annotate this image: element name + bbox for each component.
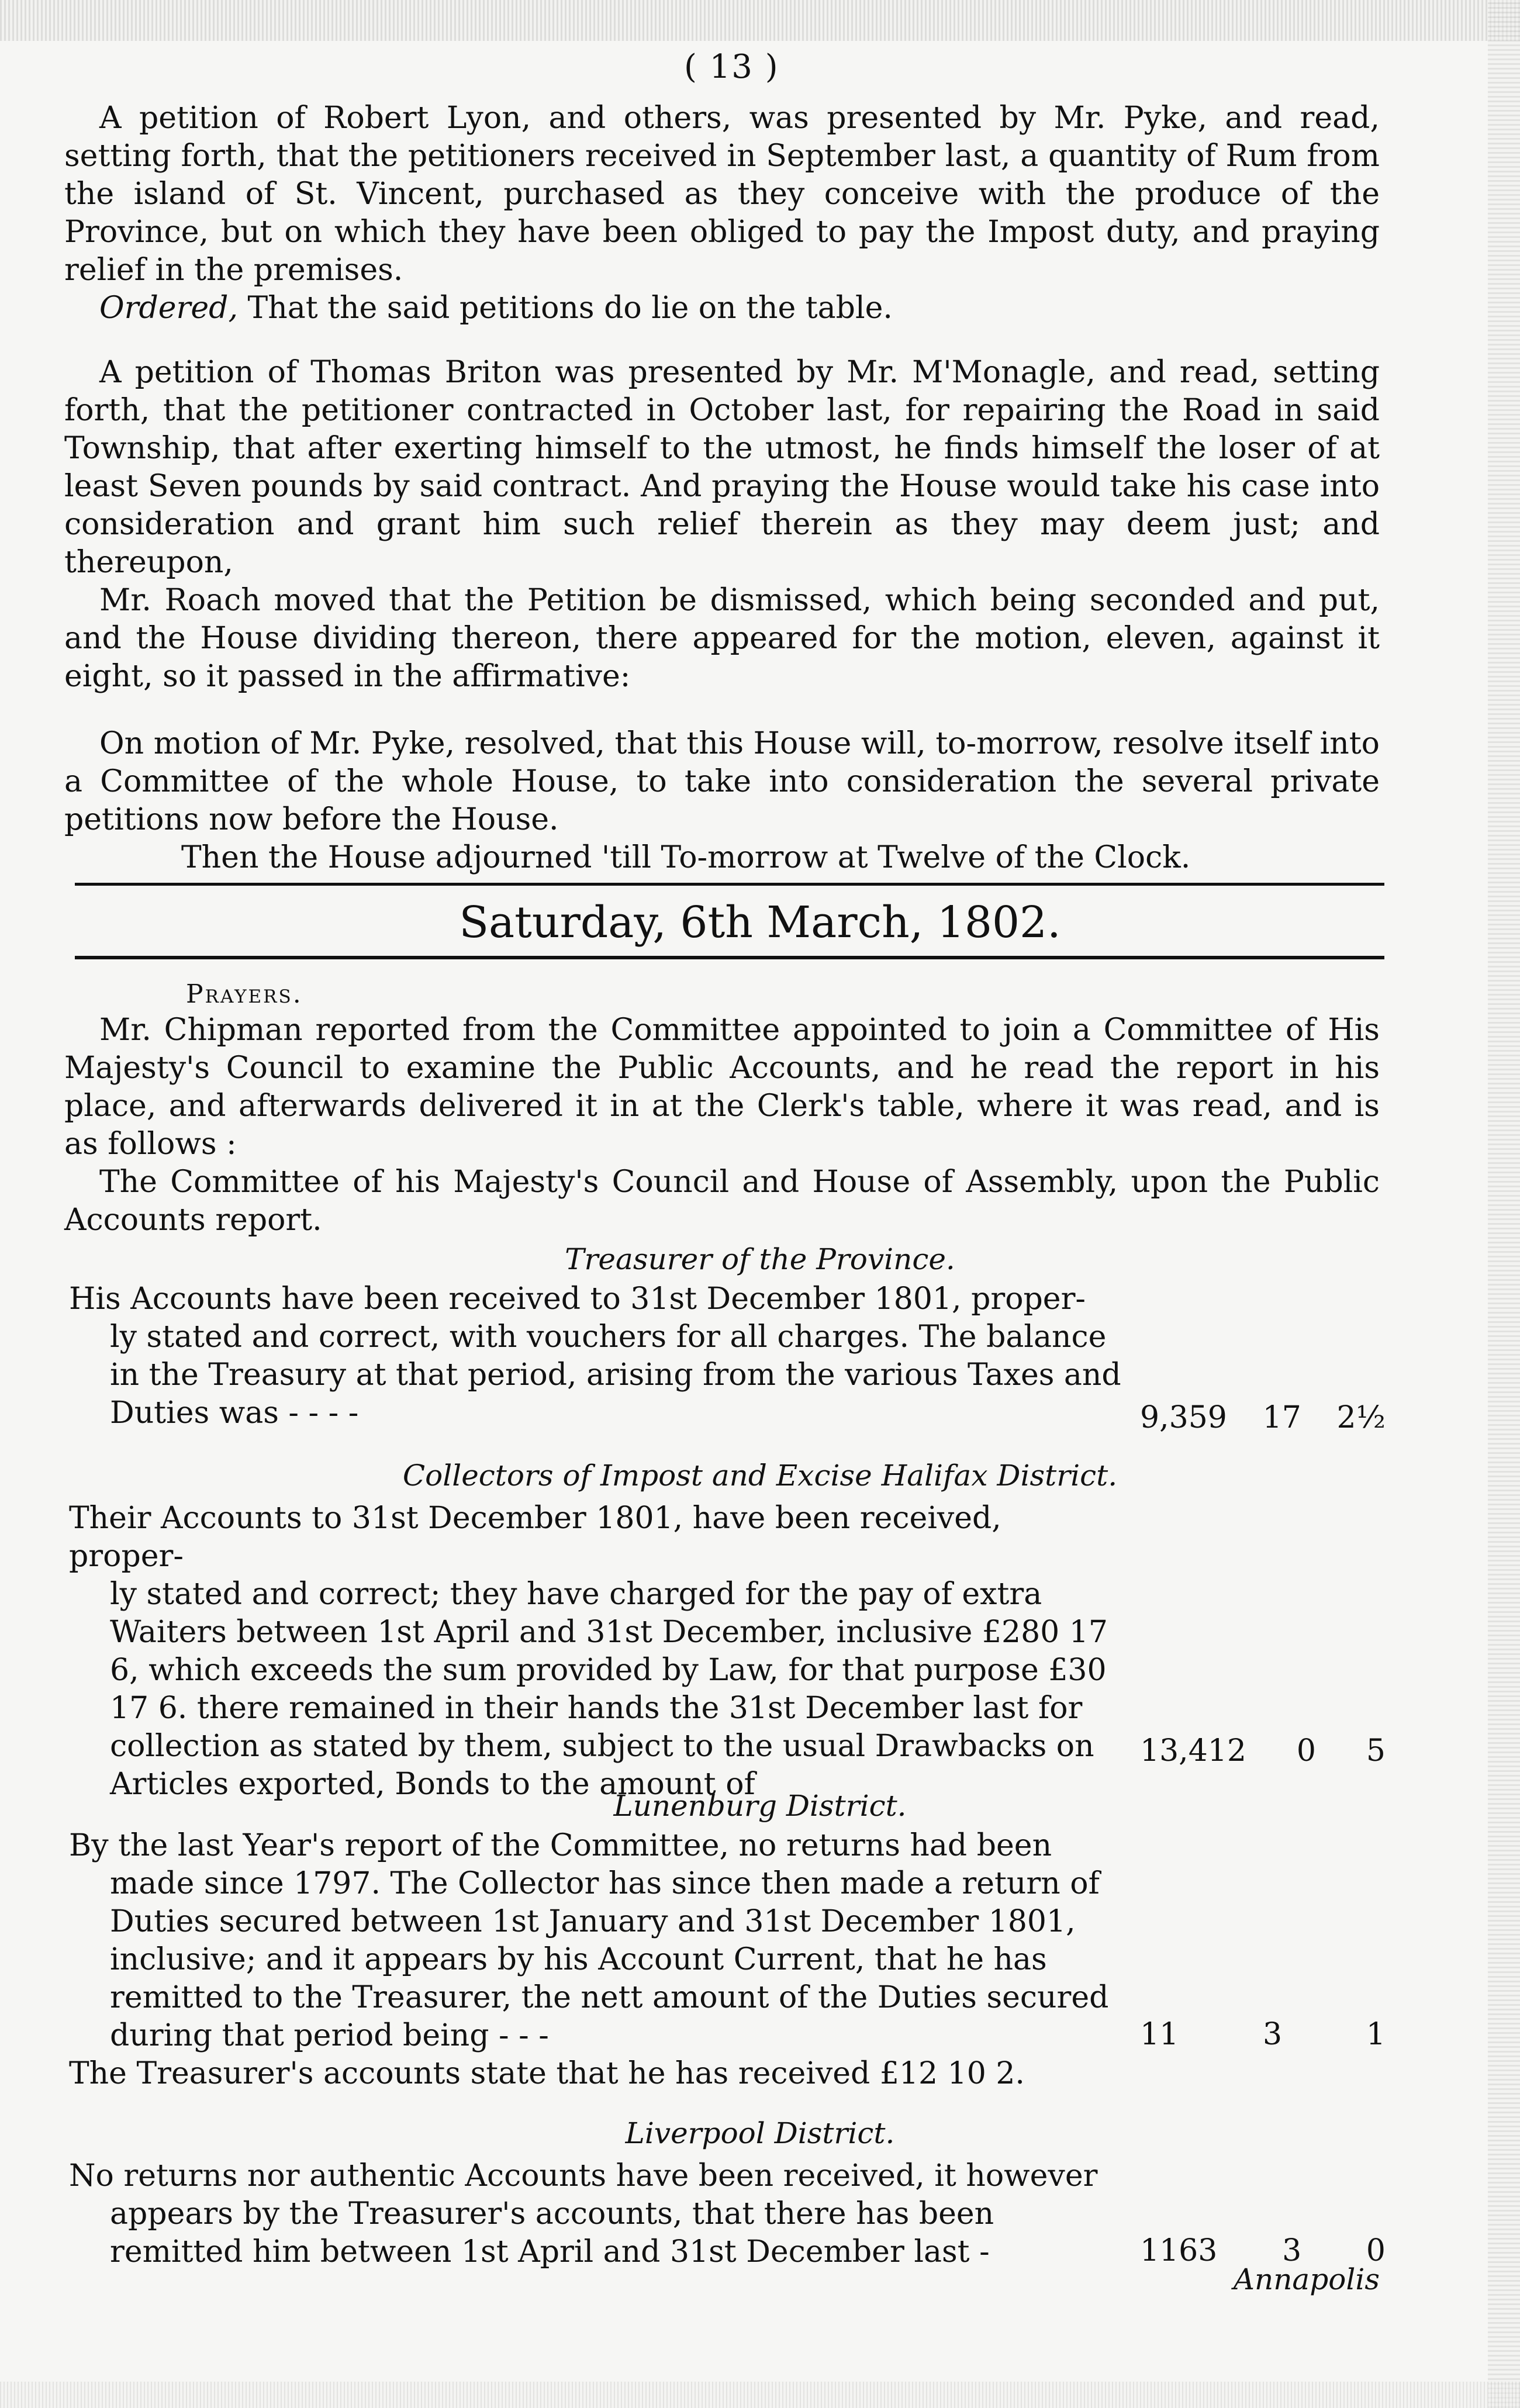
amount-shillings: 3 (1262, 2017, 1283, 2052)
amount-shillings: 0 (1296, 1733, 1316, 1768)
section-body-liverpool (69, 2157, 1121, 2271)
amount-pence: 1 (1366, 2017, 1386, 2052)
section-title-halifax: Collectors of Impost and Excise Halifax District. (402, 1459, 1118, 1493)
amount-pounds: 1163 (1140, 2233, 1218, 2268)
lyon-petition (64, 99, 1380, 327)
section-text-treasurer-first: His Accounts have been received to 31st December 1801, proper- (69, 1281, 1086, 1317)
section-text-halifax-cont: ly stated and correct; they have charged for the pay of extra Waiters between 1st April and 31st December, inclusive £280 17 6, which exceeds the sum provided by Law, for that purpose £30 17 6. there remained in their hands the 31st December last for collection as stated by them, subject to the usual Drawbacks on Articles exported, Bonds to the amount of (110, 1577, 1108, 1802)
bottom-divider (75, 956, 1384, 959)
briton-petition-text: A petition of Thomas Briton was presented by Mr. M'Monagle, and read, setting forth, that the petitioner contracted in October last, for repairing the Road in said Township, that after exerting himself to the utmost, he finds himself the loser of at least Seven pounds by said contract. And praying the House would take his case into consideration and grant him such relief therein as they may deem just; and thereupon, (64, 355, 1380, 580)
section-note-lunenburg: The Treasurer's accounts state that he has received £12 10 2. (69, 2056, 1025, 2091)
ordered-line (64, 289, 1380, 327)
section-title-lunenburg: Lunenburg District. (613, 1789, 907, 1823)
prayers-label: Prayers. (186, 979, 303, 1009)
amount-halifax (1140, 1733, 1386, 1768)
briton-petition (64, 354, 1380, 696)
top-divider (75, 883, 1384, 886)
amount-shillings: 17 (1262, 1400, 1301, 1435)
catchword: Annapolis (1233, 2262, 1380, 2296)
amount-pence: 5 (1366, 1733, 1386, 1768)
section-title-treasurer: Treasurer of the Province. (565, 1242, 955, 1276)
scan-noise-bottom (0, 2382, 1520, 2408)
page-number: ( 13 ) (684, 48, 779, 86)
pyke-motion (64, 725, 1380, 877)
amount-pounds: 9,359 (1140, 1400, 1227, 1435)
ordered-text: That the said petitions do lie on the table. (238, 291, 893, 326)
section-text-treasurer-cont: ly stated and correct, with vouchers for all charges. The balance in the Treasury at that period, arising from the various Taxes and Duties was - - - - (110, 1319, 1121, 1431)
lyon-petition-text: A petition of Robert Lyon, and others, was presented by Mr. Pyke, and read, setting forth, that the petitioners received in September last, a quantity of Rum from the island of St. Vincent, purchased as they conceive with the produce of the Province, but on which they have been obliged to pay the Impost duty, and praying relief in the premises. (64, 101, 1380, 288)
amount-shillings: 3 (1282, 2233, 1302, 2268)
date-heading: Saturday, 6th March, 1802. (459, 897, 1061, 948)
amount-treasurer (1140, 1400, 1386, 1435)
roach-motion-text: Mr. Roach moved that the Petition be dismissed, which being seconded and put, and the House dividing thereon, there appeared for the motion, eleven, against it eight, so it passed in the affirmative: (64, 583, 1380, 694)
committee-report-text: The Committee of his Majesty's Council and House of Assembly, upon the Public Accounts report. (64, 1165, 1380, 1238)
scan-noise-right (1488, 0, 1520, 2408)
chipman-report (64, 1011, 1380, 1239)
section-text-lunenburg-cont: made since 1797. The Collector has since then made a return of Duties secured between 1st January and 31st December 1801, inclusive; and it appears by his Account Current, that he has remitted to the Treasurer, the nett amount of the Duties secured during that period being - - - (110, 1866, 1109, 2053)
section-text-liverpool-first: No returns nor authentic Accounts have been received, it however (69, 2158, 1098, 2193)
chipman-report-text: Mr. Chipman reported from the Committee appointed to join a Committee of His Majesty's Council to examine the Public Accounts, and he read the report in his place, and afterwards delivered it in at the Clerk's table, where it was read, and is as follows : (64, 1013, 1380, 1162)
pyke-motion-text: On motion of Mr. Pyke, resolved, that this House will, to-morrow, resolve itself into a Committee of the whole House, to take into consideration the several private petitions now before the House. (64, 726, 1380, 837)
amount-pounds: 11 (1140, 2017, 1179, 2052)
section-text-liverpool-cont: appears by the Treasurer's accounts, that there has been remitted him between 1st April and 31st December last - (110, 2196, 994, 2269)
amount-pence: 0 (1366, 2233, 1386, 2268)
amount-pounds: 13,412 (1140, 1733, 1246, 1768)
section-text-lunenburg-first: By the last Year's report of the Committee, no returns had been (69, 1828, 1052, 1863)
section-body-treasurer (69, 1280, 1121, 1432)
section-body-lunenburg (69, 1827, 1121, 2093)
scan-noise-top (0, 0, 1520, 41)
section-text-halifax-first: Their Accounts to 31st December 1801, have been received, proper- (69, 1501, 1001, 1574)
section-body-halifax (69, 1500, 1121, 1804)
amount-pence: 2½ (1336, 1400, 1386, 1435)
section-title-liverpool: Liverpool District. (625, 2116, 895, 2150)
ordered-label: Ordered, (99, 291, 238, 326)
adjournment-text: Then the House adjourned 'till To-morrow at Twelve of the Clock. (181, 840, 1191, 875)
amount-lunenburg (1140, 2017, 1386, 2052)
